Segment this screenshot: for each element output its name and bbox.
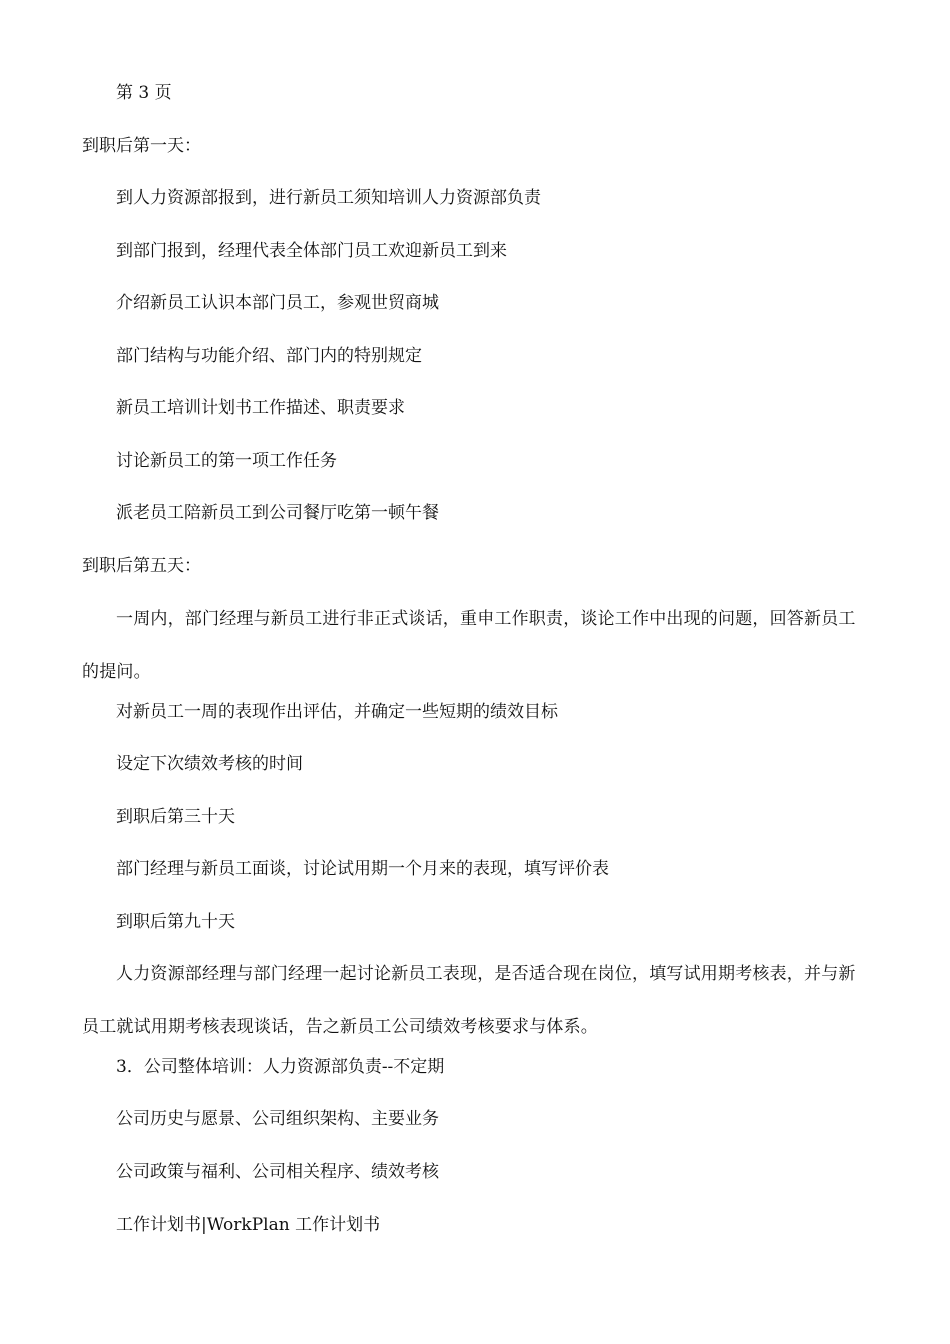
day1-heading: 到职后第一天：: [82, 136, 201, 156]
day30-item: 部门经理与新员工面谈，讨论试用期一个月来的表现，填写评价表: [116, 859, 609, 879]
day1-item-1: 到人力资源部报到，进行新员工须知培训人力资源部负责: [116, 188, 541, 208]
day30-heading: 到职后第三十天: [116, 807, 235, 827]
day1-item-4: 部门结构与功能介绍、部门内的特别规定: [116, 346, 422, 366]
day5-item-1: 对新员工一周的表现作出评估，并确定一些短期的绩效目标: [116, 702, 558, 722]
day5-paragraph: 一周内，部门经理与新员工进行非正式谈话，重申工作职责，谈论工作中出现的问题，回答新员工的提问。: [82, 609, 856, 682]
day1-item-5: 新员工培训计划书工作描述、职责要求: [116, 398, 405, 418]
section3-item-2: 公司政策与福利、公司相关程序、绩效考核: [116, 1162, 439, 1182]
day1-item-7: 派老员工陪新员工到公司餐厅吃第一顿午餐: [116, 503, 439, 523]
page-label: 第 3 页: [116, 83, 172, 103]
day1-item-6: 讨论新员工的第一项工作任务: [116, 451, 337, 471]
day1-item-3: 介绍新员工认识本部门员工，参观世贸商城: [116, 293, 439, 313]
day90-heading: 到职后第九十天: [116, 912, 235, 932]
footer-text: 工作计划书|WorkPlan 工作计划书: [116, 1215, 381, 1235]
day5-heading: 到职后第五天：: [82, 556, 201, 576]
day5-item-2: 设定下次绩效考核的时间: [116, 754, 303, 774]
day1-item-2: 到部门报到，经理代表全体部门员工欢迎新员工到来: [116, 241, 507, 261]
day90-paragraph: 人力资源部经理与部门经理一起讨论新员工表现，是否适合现在岗位，填写试用期考核表，并与新员工就试用期考核表现谈话，告之新员工公司绩效考核要求与体系。: [82, 964, 856, 1037]
section3-heading: 3．公司整体培训：人力资源部负责--不定期: [116, 1057, 445, 1077]
section3-item-1: 公司历史与愿景、公司组织架构、主要业务: [116, 1109, 439, 1129]
